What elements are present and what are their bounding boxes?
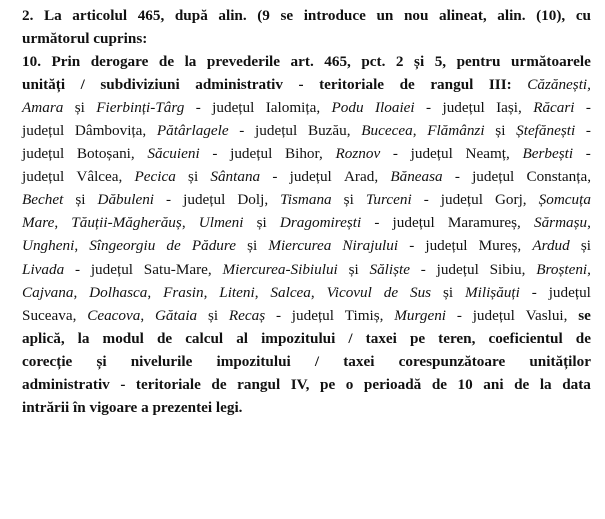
text-run: Săliște xyxy=(369,260,410,278)
text-run: și xyxy=(188,168,199,186)
text-run: Răcari xyxy=(533,99,575,117)
text-run: taxei xyxy=(343,352,375,370)
text-run: Frasin xyxy=(163,283,204,301)
text-run: modul xyxy=(102,329,144,347)
text-run: 2 xyxy=(395,53,404,71)
text-run: - xyxy=(120,375,126,393)
text-run: rangul xyxy=(237,375,281,393)
text-run: 5, xyxy=(434,53,447,71)
text-run: aplică, xyxy=(22,329,65,347)
text-run: - xyxy=(239,122,245,140)
text-run: și xyxy=(74,99,85,117)
text-run: Gătaia xyxy=(154,306,198,324)
text-run: impozitului xyxy=(216,352,291,370)
word-group xyxy=(361,119,416,142)
text-run: 10. xyxy=(22,53,41,71)
text-line xyxy=(22,396,591,419)
text-run: - xyxy=(585,122,591,140)
text-run: alin. xyxy=(497,7,526,24)
text-run: intrării în vigoare a prezentei legi. xyxy=(22,398,243,416)
text-line xyxy=(22,258,591,281)
text-run: Roznov xyxy=(335,145,381,163)
text-run: - xyxy=(166,191,172,209)
text-run: , xyxy=(587,260,591,278)
text-run: administrativ xyxy=(22,375,110,393)
word-group xyxy=(87,304,144,327)
text-run: Ceacova xyxy=(87,306,141,324)
text-line xyxy=(22,142,591,165)
text-line xyxy=(22,373,591,396)
text-run: și xyxy=(96,352,107,370)
text-run: Bechet xyxy=(22,191,64,209)
word-group xyxy=(270,281,314,304)
text-run: Ștefănești xyxy=(516,122,576,140)
text-run: - xyxy=(409,237,415,255)
text-run: de xyxy=(383,283,399,301)
text-run: pct. xyxy=(361,53,386,71)
text-run: și xyxy=(247,237,258,255)
text-run: - xyxy=(426,99,432,117)
text-run: - xyxy=(272,168,278,186)
text-run: Miercurea xyxy=(268,237,332,255)
text-run: unităților xyxy=(529,352,591,370)
word-group xyxy=(22,281,77,304)
text-run: 465, xyxy=(324,53,351,71)
text-run: - xyxy=(454,168,460,186)
word-group xyxy=(89,281,151,304)
text-run: - xyxy=(585,145,591,163)
text-run: derogare xyxy=(90,53,149,71)
text-run: - xyxy=(275,306,281,324)
text-run: , xyxy=(73,283,78,301)
text-line xyxy=(22,281,591,304)
text-run: Tismana xyxy=(280,191,332,209)
text-run: , xyxy=(587,214,591,232)
text-run: județul xyxy=(22,122,65,140)
text-run: al xyxy=(236,329,249,347)
text-run: subdiviziuni xyxy=(100,76,180,94)
text-run: Sus xyxy=(409,283,432,301)
text-run: prevederile xyxy=(206,53,281,71)
text-run: și xyxy=(414,53,425,71)
text-run: Sântana xyxy=(210,168,261,186)
text-run: de xyxy=(156,329,173,347)
text-run: județul xyxy=(425,237,468,255)
text-run: la xyxy=(77,329,90,347)
text-run: corecție xyxy=(22,352,73,370)
text-run: Broșteni xyxy=(536,260,588,278)
text-run: județul xyxy=(410,145,453,163)
text-run: La xyxy=(43,7,62,24)
text-run: Pătârlagele xyxy=(156,122,229,140)
text-run: , xyxy=(140,306,145,324)
text-run: , xyxy=(54,214,59,232)
text-line xyxy=(22,350,591,373)
text-run: de xyxy=(211,375,227,393)
text-run: 2. xyxy=(22,7,34,24)
text-run: Vicovul xyxy=(326,283,372,301)
text-run: județul xyxy=(440,191,483,209)
text-run: perioadă xyxy=(363,375,422,393)
text-run: următoarele xyxy=(511,53,591,71)
text-run: 10 xyxy=(457,375,473,393)
text-run: Ialomița, xyxy=(265,99,321,117)
text-run: Gorj, xyxy=(494,191,527,209)
text-run: alin. xyxy=(218,7,247,24)
text-line xyxy=(22,165,591,188)
word-group xyxy=(71,211,185,234)
text-run: Miercurea-Sibiului xyxy=(222,260,338,278)
text-run: Dăbuleni xyxy=(97,191,155,209)
document-page xyxy=(22,4,591,419)
text-run: nou xyxy=(403,7,429,24)
text-run: județul xyxy=(230,145,273,163)
text-line xyxy=(22,27,591,50)
text-run: județul xyxy=(289,168,332,186)
text-run: Pădure xyxy=(191,237,236,255)
text-run: județul xyxy=(291,306,334,324)
text-run: / xyxy=(80,76,85,94)
text-run: - xyxy=(531,283,537,301)
text-run: un xyxy=(376,7,394,24)
text-run: județul xyxy=(392,214,435,232)
text-run: taxei xyxy=(365,329,397,347)
text-run: Recaș xyxy=(228,306,266,324)
text-run: județul xyxy=(436,260,479,278)
text-run: Botoșani, xyxy=(76,145,135,163)
text-run: Liteni xyxy=(219,283,255,301)
text-run: data xyxy=(562,375,591,393)
text-run: pe xyxy=(409,329,426,347)
text-run: Dolj, xyxy=(237,191,269,209)
text-run: se xyxy=(280,7,294,24)
text-run: - xyxy=(423,191,429,209)
text-run: alineat, xyxy=(439,7,487,24)
text-run: III: xyxy=(488,76,512,94)
text-run: teritoriale xyxy=(319,76,385,94)
text-line xyxy=(22,327,591,350)
text-run: Vâlcea, xyxy=(76,168,123,186)
text-run: / xyxy=(348,329,353,347)
text-run: corespunzătoare xyxy=(398,352,506,370)
text-run: Șomcuța xyxy=(538,191,591,209)
text-run: Dragomirești xyxy=(279,214,362,232)
text-run: Bihor, xyxy=(284,145,323,163)
text-run: se xyxy=(578,306,591,324)
text-run: Mureș, xyxy=(478,237,522,255)
text-run: , xyxy=(74,237,79,255)
text-run: și xyxy=(75,191,86,209)
text-line xyxy=(22,4,591,27)
text-run: calcul xyxy=(185,329,224,347)
text-run: Livada xyxy=(22,260,65,278)
text-run: Constanța, xyxy=(526,168,591,186)
word-group xyxy=(22,234,78,257)
text-run: nivelurile xyxy=(130,352,193,370)
text-run: Murgeni xyxy=(394,306,447,324)
text-run: Săcuieni xyxy=(147,145,200,163)
text-run: - xyxy=(456,306,462,324)
text-line xyxy=(22,50,591,73)
text-run: la xyxy=(184,53,197,71)
text-run: de xyxy=(514,375,530,393)
text-run: Berbești xyxy=(522,145,574,163)
text-run: , xyxy=(147,283,152,301)
text-run: Iași, xyxy=(496,99,522,117)
text-run: teren, xyxy=(438,329,476,347)
text-run: Cajvana xyxy=(22,283,74,301)
text-run: - xyxy=(74,260,81,278)
text-run: județul xyxy=(212,99,255,117)
text-run: introduce xyxy=(303,7,366,24)
text-run: (9 xyxy=(257,7,270,24)
text-run: județul xyxy=(442,99,485,117)
text-run: Suceava, xyxy=(22,306,77,324)
text-run: după xyxy=(174,7,208,24)
text-run: și xyxy=(207,306,219,324)
text-run: de xyxy=(158,53,175,71)
text-run: Maramureș, xyxy=(447,214,521,232)
text-run: Tăuții-Măgherăuș xyxy=(71,214,182,232)
text-run: (10), xyxy=(536,7,566,24)
text-line xyxy=(22,234,591,257)
text-run: Bucecea xyxy=(361,122,413,140)
text-run: Satu-Mare, xyxy=(143,260,212,278)
word-group xyxy=(534,211,591,234)
text-run: coeficientul xyxy=(488,329,563,347)
text-run: Vaslui, xyxy=(525,306,568,324)
text-run: , xyxy=(310,283,315,301)
text-run: Flămânzi xyxy=(427,122,485,140)
text-run: Timiș, xyxy=(344,306,384,324)
text-line xyxy=(22,304,591,327)
text-run: - xyxy=(374,214,380,232)
text-run: Ardud xyxy=(532,237,570,255)
text-run: pentru xyxy=(456,53,501,71)
text-run: Milișăuți xyxy=(465,283,520,301)
text-run: Dâmbovița, xyxy=(74,122,147,140)
text-run: Dolhasca xyxy=(89,283,148,301)
text-run: rangul xyxy=(430,76,474,94)
text-run: județul xyxy=(22,168,65,186)
text-run: , xyxy=(254,283,259,301)
text-run: articolul xyxy=(72,7,128,24)
text-run: județul xyxy=(548,283,591,301)
text-line xyxy=(22,211,591,234)
text-line xyxy=(22,96,591,119)
text-run: - xyxy=(420,260,426,278)
text-line xyxy=(22,73,591,96)
text-run: Buzău, xyxy=(307,122,351,140)
word-group xyxy=(22,211,58,234)
text-line xyxy=(22,119,591,142)
text-run: Băneasa xyxy=(390,168,443,186)
text-run: / xyxy=(314,352,320,370)
text-run: Fierbinți-Târg xyxy=(96,99,185,117)
text-line xyxy=(22,188,591,211)
text-run: unități xyxy=(22,76,66,94)
text-run: și xyxy=(580,237,591,255)
word-group xyxy=(536,258,591,281)
text-run: - xyxy=(585,99,591,117)
text-run: - xyxy=(298,76,304,94)
text-run: , xyxy=(181,214,186,232)
text-run: județul xyxy=(255,122,298,140)
text-run: și xyxy=(256,214,267,232)
text-run: Sîngeorgiu xyxy=(89,237,156,255)
text-run: art. xyxy=(290,53,314,71)
text-run: Salcea xyxy=(270,283,311,301)
text-run: județul xyxy=(472,168,515,186)
text-run: Podu xyxy=(331,99,364,117)
text-run: județul xyxy=(472,306,515,324)
text-run: - xyxy=(212,145,218,163)
text-run: 465, xyxy=(137,7,165,24)
text-run: pe xyxy=(320,375,336,393)
text-run: Sibiu, xyxy=(489,260,526,278)
text-run: administrativ xyxy=(195,76,283,94)
text-run: impozitului xyxy=(261,329,336,347)
text-run: Nirajului xyxy=(342,237,399,255)
text-run: - xyxy=(392,145,398,163)
text-run: la xyxy=(539,375,552,393)
text-run: județul xyxy=(90,260,134,278)
text-run: de xyxy=(575,329,591,347)
text-run: Căzănești, xyxy=(527,76,591,94)
text-run: Iloaiei xyxy=(374,99,415,117)
text-run: și xyxy=(442,283,454,301)
text-run: - xyxy=(195,99,201,117)
text-run: și xyxy=(343,191,354,209)
text-run: județul xyxy=(22,145,65,163)
text-run: Prin xyxy=(51,53,81,71)
text-run: Arad, xyxy=(343,168,379,186)
text-run: de xyxy=(166,237,181,255)
text-run: județul xyxy=(183,191,226,209)
text-run: teritoriale xyxy=(135,375,201,393)
text-run: o xyxy=(345,375,354,393)
text-run: cu xyxy=(575,7,591,24)
text-run: Ulmeni xyxy=(198,214,244,232)
text-run: ani xyxy=(483,375,504,393)
text-run: Pecica xyxy=(134,168,176,186)
text-run: Ungheni xyxy=(22,237,75,255)
text-run: și xyxy=(348,260,359,278)
word-group xyxy=(163,281,207,304)
text-run: de xyxy=(399,76,415,94)
text-run: și xyxy=(495,122,506,140)
text-run: Sărmașu xyxy=(533,214,588,232)
text-run: următorul cuprins: xyxy=(22,30,148,48)
text-run: , xyxy=(203,283,208,301)
text-run: Mare xyxy=(22,214,55,232)
word-group xyxy=(219,281,258,304)
text-run: , xyxy=(412,122,417,140)
text-run: Turceni xyxy=(365,191,412,209)
text-run: IV, xyxy=(290,375,310,393)
text-run: Neamț, xyxy=(465,145,510,163)
text-run: de xyxy=(431,375,447,393)
text-run: Amara xyxy=(22,99,64,117)
